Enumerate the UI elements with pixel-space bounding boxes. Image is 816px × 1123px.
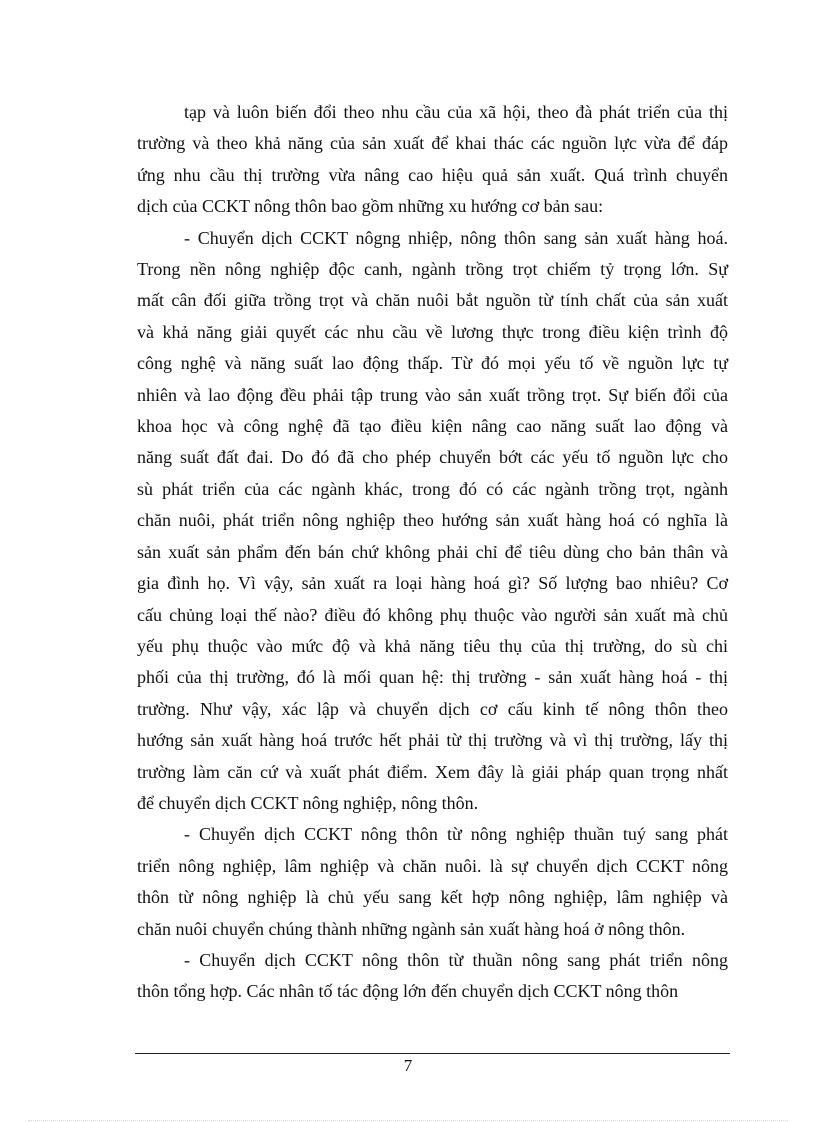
text-line: sù phát triển của các ngành khác, trong đó có các ngành trồng trọt, ngành bbox=[137, 478, 728, 499]
text-line: thôn từ nông nghiệp là chủ yếu sang kết hợp nông nghiệp, lâm nghiệp và bbox=[137, 887, 728, 908]
text-line: công nghệ và năng suất lao động thấp. Từ đó mọi yếu tố về nguồn lực tự bbox=[137, 353, 728, 374]
text-line: để chuyển dịch CCKT nông nghiệp, nông thôn. bbox=[137, 792, 479, 813]
footer-rule bbox=[135, 1053, 730, 1054]
text-line: dịch của CCKT nông thôn bao gồm những xu hướng cơ bản sau: bbox=[137, 196, 604, 217]
text-line: khoa học và công nghệ đã tạo điều kiện nâng cao năng suất lao động và bbox=[137, 416, 728, 437]
text-line: thôn tổng hợp. Các nhân tố tác động lớn đến chuyển dịch CCKT nông thôn bbox=[137, 981, 679, 1002]
text-line: nhiên và lao động đều phải tập trung vào sản xuất trồng trọt. Sự biến đổi của bbox=[137, 384, 728, 405]
text-line: và khả năng giải quyết các nhu cầu về lương thực trong điều kiện trình độ bbox=[137, 321, 728, 342]
page-number: 7 bbox=[403, 1056, 413, 1075]
text-line: năng suất đất đai. Do đó đã cho phép chuyển bớt các yếu tố nguồn lực cho bbox=[137, 447, 728, 468]
text-line: gia đình họ. Vì vậy, sản xuất ra loại hàng hoá gì? Số lượng bao nhiêu? Cơ bbox=[137, 573, 728, 594]
text-line: ứng nhu cầu thị trường vừa nâng cao hiệu quả sản xuất. Quá trình chuyển bbox=[137, 164, 728, 185]
text-line: trường làm căn cứ và xuất phát điểm. Xem đây là giải pháp quan trọng nhất bbox=[137, 761, 728, 782]
text-line: tạp và luôn biến đổi theo nhu cầu của xã hội, theo đà phát triển của thị bbox=[184, 102, 728, 122]
text-line: mất cân đối giữa trồng trọt và chăn nuôi bắt nguồn từ tính chất của sản xuất bbox=[137, 290, 728, 311]
text-line: trường và theo khả năng của sản xuất để khai thác các nguồn lực vừa để đáp bbox=[137, 133, 728, 154]
text-line: hướng sản xuất hàng hoá trước hết phải từ thị trường và vì thị trường, lấy thị bbox=[137, 730, 728, 751]
body-text bbox=[137, 97, 728, 1008]
text-line: - Chuyển dịch CCKT nông thôn từ nông nghiệp thuần tuý sang phát bbox=[184, 824, 728, 845]
text-line: triển nông nghiệp, lâm nghiệp và chăn nuôi. là sự chuyển dịch CCKT nông bbox=[137, 855, 728, 876]
text-line: chăn nuôi chuyển chúng thành những ngành sản xuất hàng hoá ở nông thôn. bbox=[137, 918, 686, 939]
text-line: chăn nuôi, phát triển nông nghiệp theo hướng sản xuất hàng hoá có nghĩa là bbox=[137, 510, 728, 531]
text-line: cấu chủng loại thế nào? điều đó không phụ thuộc vào người sản xuất mà chủ bbox=[137, 604, 728, 625]
text-line: - Chuyển dịch CCKT nôgng nhiệp, nông thôn sang sản xuất hàng hoá. bbox=[184, 227, 728, 248]
text-line: trường. Như vậy, xác lập và chuyển dịch cơ cấu kinh tế nông thôn theo bbox=[137, 698, 728, 719]
text-line: yếu phụ thuộc vào mức độ và khả năng tiêu thụ của thị trường, do sù chi bbox=[137, 635, 728, 656]
text-line: Trong nền nông nghiệp độc canh, ngành trồng trọt chiếm tỷ trọng lớn. Sự bbox=[137, 259, 728, 280]
text-line: sản xuất sản phẩm đến bán chứ không phải chỉ để tiêu dùng cho bản thân và bbox=[137, 541, 728, 562]
text-line: - Chuyển dịch CCKT nông thôn từ thuần nông sang phát triển nông bbox=[184, 949, 728, 970]
page-edge-divider bbox=[28, 1120, 788, 1121]
text-line: phối của thị trường, đó là mối quan hệ: thị trường - sản xuất hàng hoá - thị bbox=[137, 667, 728, 688]
